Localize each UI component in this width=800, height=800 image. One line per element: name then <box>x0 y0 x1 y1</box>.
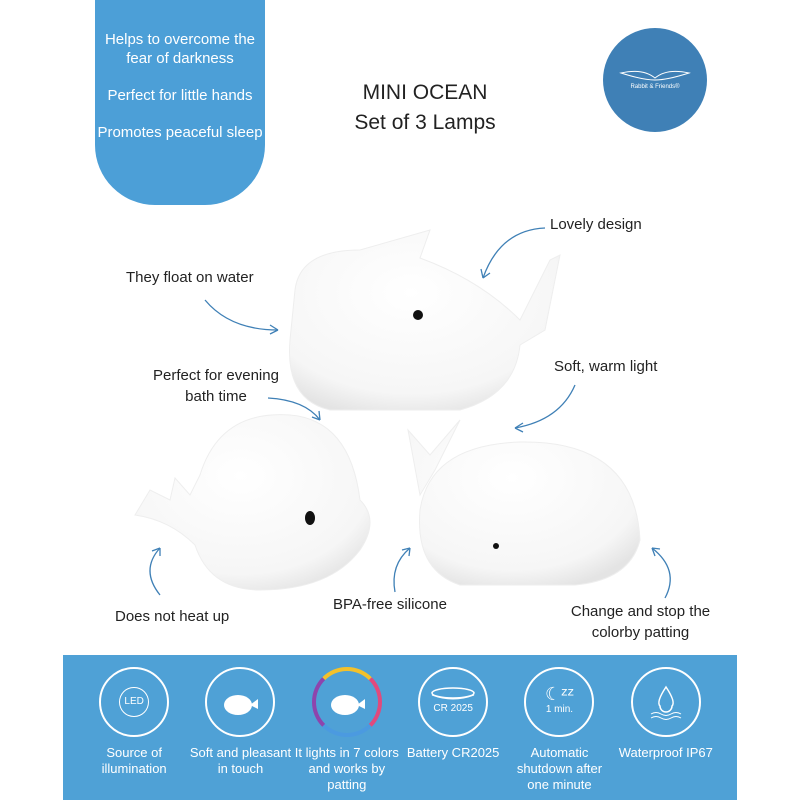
feature: LED Source of illumination <box>82 655 187 800</box>
color-whale-icon <box>312 667 382 737</box>
callout-bpa: BPA-free silicone <box>333 596 447 613</box>
feature: Waterproof IP67 <box>613 655 718 800</box>
benefit: Promotes peaceful sleep <box>97 124 263 141</box>
benefit: Helps to overcome the fear of darkness <box>104 31 256 67</box>
features-band <box>63 655 737 800</box>
callout-evening: Perfect for evening bath time <box>153 367 279 405</box>
led-bulb-icon: LED <box>99 667 169 737</box>
beluga-lamp <box>135 415 370 590</box>
water-drop-icon <box>631 667 701 737</box>
whale-lamp <box>408 420 640 585</box>
shark-lamp <box>290 230 561 410</box>
callout-warm: Soft, warm light <box>554 358 658 375</box>
logo-text: Rabbit & Friends® <box>630 84 680 90</box>
callout-lovely: Lovely design <box>550 216 642 233</box>
feature: Soft and pleasant in touch <box>188 655 293 800</box>
page-title: MINI OCEAN Set of 3 Lamps <box>354 81 496 134</box>
callout-change: Change and stop the colorby patting <box>570 603 711 641</box>
moon-sleep-icon: ☾ᶻᶻ 1 min. <box>524 667 594 737</box>
benefit: Perfect for little hands <box>107 87 253 104</box>
feature: ☾ᶻᶻ 1 min. Automatic shutdown after one minute <box>507 655 612 800</box>
feature: It lights in 7 colors and works by patting <box>294 655 399 800</box>
callout-heat: Does not heat up <box>115 608 230 625</box>
feature: CR 2025 Battery CR2025 <box>401 655 506 800</box>
battery-icon: CR 2025 <box>418 667 488 737</box>
callout-float: They float on water <box>126 269 254 286</box>
whale-touch-icon <box>205 667 275 737</box>
